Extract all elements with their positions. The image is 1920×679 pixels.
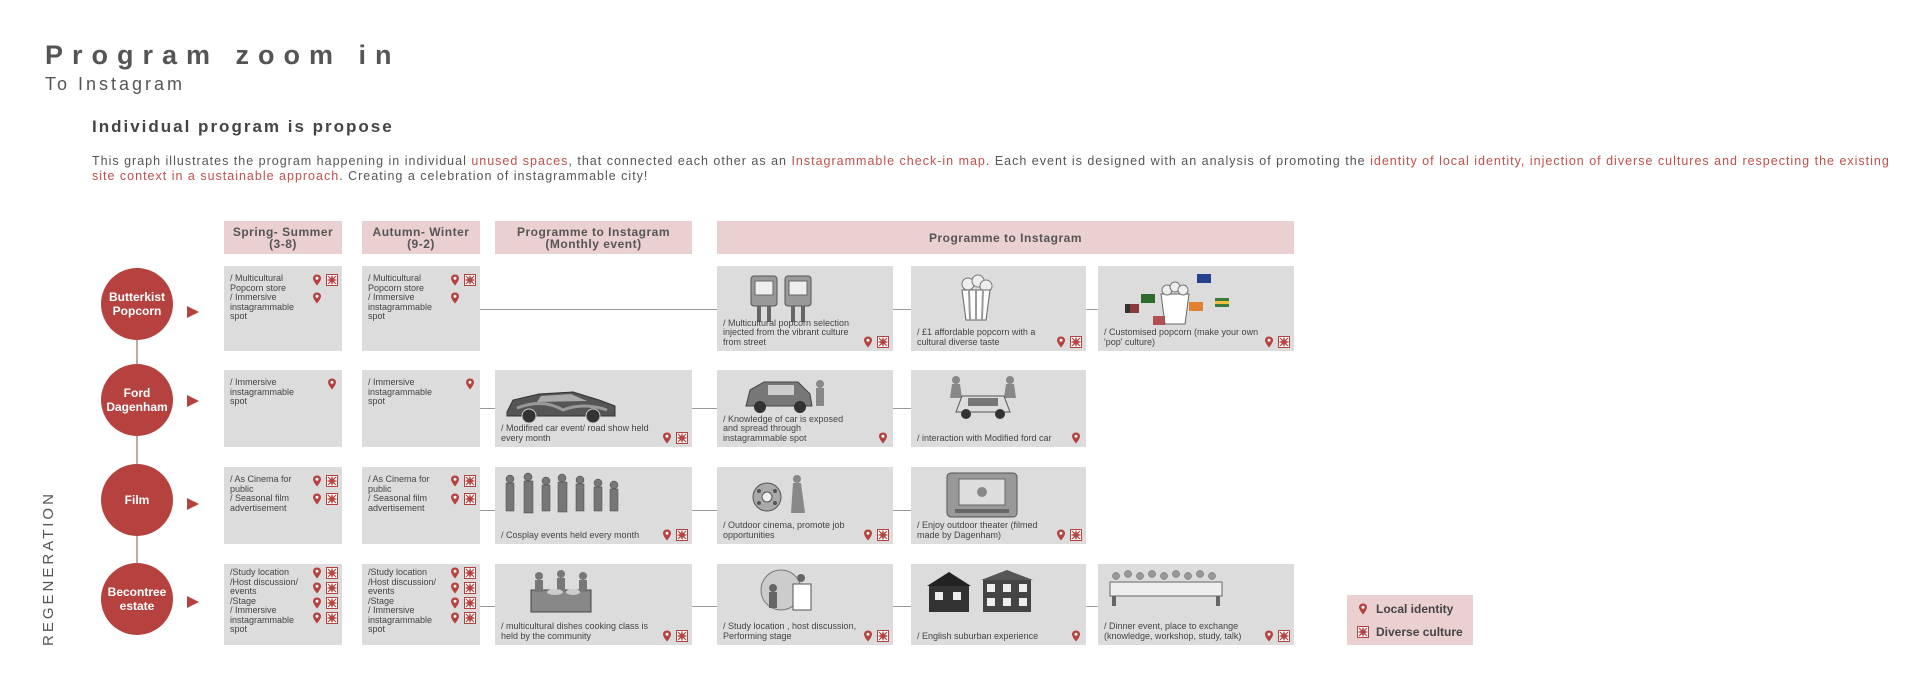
row-circle-ford-dagenham: Ford Dagenham [101,364,173,436]
local-identity-icon [661,529,673,541]
cell-ford-programme-1 [717,370,893,447]
cell-ford-spring [224,370,342,447]
local-identity-icon [1357,603,1369,615]
local-identity-icon [449,292,461,304]
cell-ford-autumn [362,370,480,447]
diverse-culture-icon [464,274,476,286]
local-identity-icon [311,475,323,487]
row-connector [136,338,138,366]
local-identity-icon [311,493,323,505]
row-circle-film: Film [101,464,173,536]
cell-popcorn-programme-1 [717,266,893,351]
cosplay-crowd-illustration [500,471,625,521]
diverse-culture-icon [326,582,338,594]
cell-becontree-programme-1 [717,564,893,645]
regeneration-label: REGENERATION [40,491,57,646]
diverse-culture-icon [326,612,338,624]
row-arrow-icon [187,596,199,608]
local-identity-icon [661,432,673,444]
row-circle-becontree-estate: Becontree estate [101,563,173,635]
row-connector [136,434,138,466]
cell-text: / Outdoor cinema, promote job opportunities [723,520,845,540]
local-identity-icon [1055,529,1067,541]
cell-text: /Study location /Host discussion/ events /Stage / Immersive instagrammable spot [368,567,437,634]
cell-popcorn-spring [224,266,342,351]
diverse-culture-icon [464,475,476,487]
diverse-culture-icon [1278,336,1290,348]
cell-text: / Study location , host discussion, Performing stage [723,621,857,641]
timeline-line [893,309,911,310]
description-text: . Each event is designed with an analysis of promoting the [985,154,1371,168]
local-identity-icon [1263,630,1275,642]
diverse-culture-icon [676,432,688,444]
cell-popcorn-autumn [362,266,480,351]
legend-diverse-culture [1357,625,1463,639]
cell-ford-programme-2 [911,370,1086,447]
study-stage-illustration [753,568,819,618]
timeline-line [692,510,717,511]
local-identity-icon [449,274,461,286]
section-title: Individual program is propose [92,117,394,136]
diverse-culture-icon [326,475,338,487]
cell-text: / Modifired car event/ road show held every month [501,423,649,443]
customised-popcorn-flags-illustration [1123,272,1233,326]
diverse-culture-icon [464,582,476,594]
local-identity-icon [449,612,461,624]
cell-text: / multicultural dishes cooking class is held by the community [501,621,649,641]
diverse-culture-icon [464,567,476,579]
cell-text: /Study location /Host discussion/ events /Stage / Immersive instagrammable spot [230,567,299,634]
diverse-culture-icon [326,567,338,579]
local-identity-icon [326,378,338,390]
cell-text: / £1 affordable popcorn with a cultural diverse taste [917,327,1036,347]
cell-text: / Enjoy outdoor theater (filmed made by Dagenham) [917,520,1038,540]
diverse-culture-icon [877,630,889,642]
legend-local-identity-label: Local identity [1376,602,1454,616]
cell-text: / Customised popcorn (make your own 'pop' culture) [1104,327,1259,347]
row-arrow-icon [187,498,199,510]
description-text: . Creating a celebration of instagrammable city! [339,169,649,183]
row-connector [136,534,138,564]
row-arrow-icon [187,306,199,318]
timeline-line [692,606,717,607]
cell-becontree-autumn [362,564,480,645]
cell-becontree-programme-2 [911,564,1086,645]
local-identity-icon [449,597,461,609]
car-interaction-illustration [946,374,1020,420]
column-header-autumn-winter: Autumn- Winter (9-2) [362,221,480,254]
page-title: Program zoom in [45,40,401,70]
cell-text: / As Cinema for public / Seasonal film advertisement [230,474,292,513]
local-identity-icon [1070,630,1082,642]
cell-film-programme-1 [717,467,893,544]
outdoor-theater-illustration [945,471,1019,519]
car-exposed-illustration [742,376,828,416]
legend-local-identity [1357,602,1453,616]
cell-text: / Cosplay events held every month [501,529,640,540]
cell-text: / Knowledge of car is exposed and spread through instagrammable spot [723,413,844,443]
cell-film-autumn [362,467,480,544]
local-identity-icon [449,582,461,594]
cell-ford-monthly [495,370,692,447]
local-identity-icon [311,582,323,594]
cell-text: / English suburban experience [917,630,1039,641]
diverse-culture-icon [877,336,889,348]
popcorn-bucket-illustration [956,274,996,322]
timeline-line [893,408,911,409]
column-header-monthly-event: Programme to Instagram (Monthly event) [495,221,692,254]
description-text: This graph illustrates the program happening in individual [92,154,472,168]
local-identity-icon [862,630,874,642]
row-circle-butterkist-popcorn: Butterkist Popcorn [101,268,173,340]
diverse-culture-icon [326,274,338,286]
cell-film-programme-2 [911,467,1086,544]
timeline-line [480,606,495,607]
page-subtitle: To Instagram [45,74,186,94]
column-header-programme: Programme to Instagram [717,221,1294,254]
local-identity-icon [877,432,889,444]
cell-text: / Dinner event, place to exchange (knowledge, workshop, study, talk) [1104,621,1242,641]
cell-text: / Immersive instagrammable spot [230,377,295,406]
timeline-line [1086,309,1098,310]
legend [1347,595,1473,645]
dinner-event-illustration [1106,568,1230,608]
local-identity-icon [1263,336,1275,348]
cell-text: / Multicultural Popcorn store / Immersive instagrammable spot [368,273,433,321]
cell-film-spring [224,467,342,544]
local-identity-icon [449,475,461,487]
timeline-line [893,510,911,511]
modified-car-illustration [503,384,619,424]
popcorn-machine-illustration [747,272,817,324]
column-header-spring-summer: Spring- Summer (3-8) [224,221,342,254]
local-identity-icon [311,292,323,304]
diverse-culture-icon [1070,336,1082,348]
row-arrow-icon [187,395,199,407]
local-identity-icon [449,493,461,505]
local-identity-icon [449,567,461,579]
cell-becontree-spring [224,564,342,645]
cell-text: / Multicultural popcorn selection injected from the vibrant culture from street [723,317,850,347]
cell-text: / Immersive instagrammable spot [368,377,433,406]
cell-popcorn-programme-3 [1098,266,1294,351]
diverse-culture-icon [1070,529,1082,541]
timeline-line [692,408,717,409]
outdoor-cinema-illustration [747,471,817,517]
local-identity-icon [1070,432,1082,444]
timeline-line [1086,606,1098,607]
local-identity-icon [464,378,476,390]
diverse-culture-icon [1357,626,1369,638]
cell-text: / interaction with Modified ford car [917,432,1052,443]
cell-text: / Multicultural Popcorn store / Immersive instagrammable spot [230,273,295,321]
diverse-culture-icon [326,597,338,609]
local-identity-icon [862,336,874,348]
cell-text: / As Cinema for public / Seasonal film advertisement [368,474,430,513]
local-identity-icon [1055,336,1067,348]
cell-film-monthly [495,467,692,544]
diverse-culture-icon [1278,630,1290,642]
description-text: , that connected each other as an [568,154,792,168]
cell-becontree-monthly [495,564,692,645]
diverse-culture-icon [464,493,476,505]
local-identity-icon [661,630,673,642]
diverse-culture-icon [326,493,338,505]
timeline-line [480,510,495,511]
cell-becontree-programme-3 [1098,564,1294,645]
legend-diverse-culture-label: Diverse culture [1376,625,1463,639]
diverse-culture-icon [877,529,889,541]
suburban-houses-illustration [925,570,1037,614]
timeline-line [893,606,911,607]
diverse-culture-icon [676,529,688,541]
description-highlight: unused spaces [471,154,569,168]
local-identity-icon [311,597,323,609]
diverse-culture-icon [676,630,688,642]
cooking-class-illustration [521,568,601,618]
timeline-line [480,309,717,310]
timeline-line [480,408,495,409]
description-highlight: Instagrammable check-in map [791,154,986,168]
diverse-culture-icon [464,597,476,609]
local-identity-icon [311,567,323,579]
local-identity-icon [311,612,323,624]
cell-popcorn-programme-2 [911,266,1086,351]
description-paragraph [92,154,1892,184]
description-highlight: identity of local identity, injection of diverse cultures and respecting the existing site context in a sustainable approach [92,154,1890,183]
local-identity-icon [862,529,874,541]
diverse-culture-icon [464,612,476,624]
local-identity-icon [311,274,323,286]
